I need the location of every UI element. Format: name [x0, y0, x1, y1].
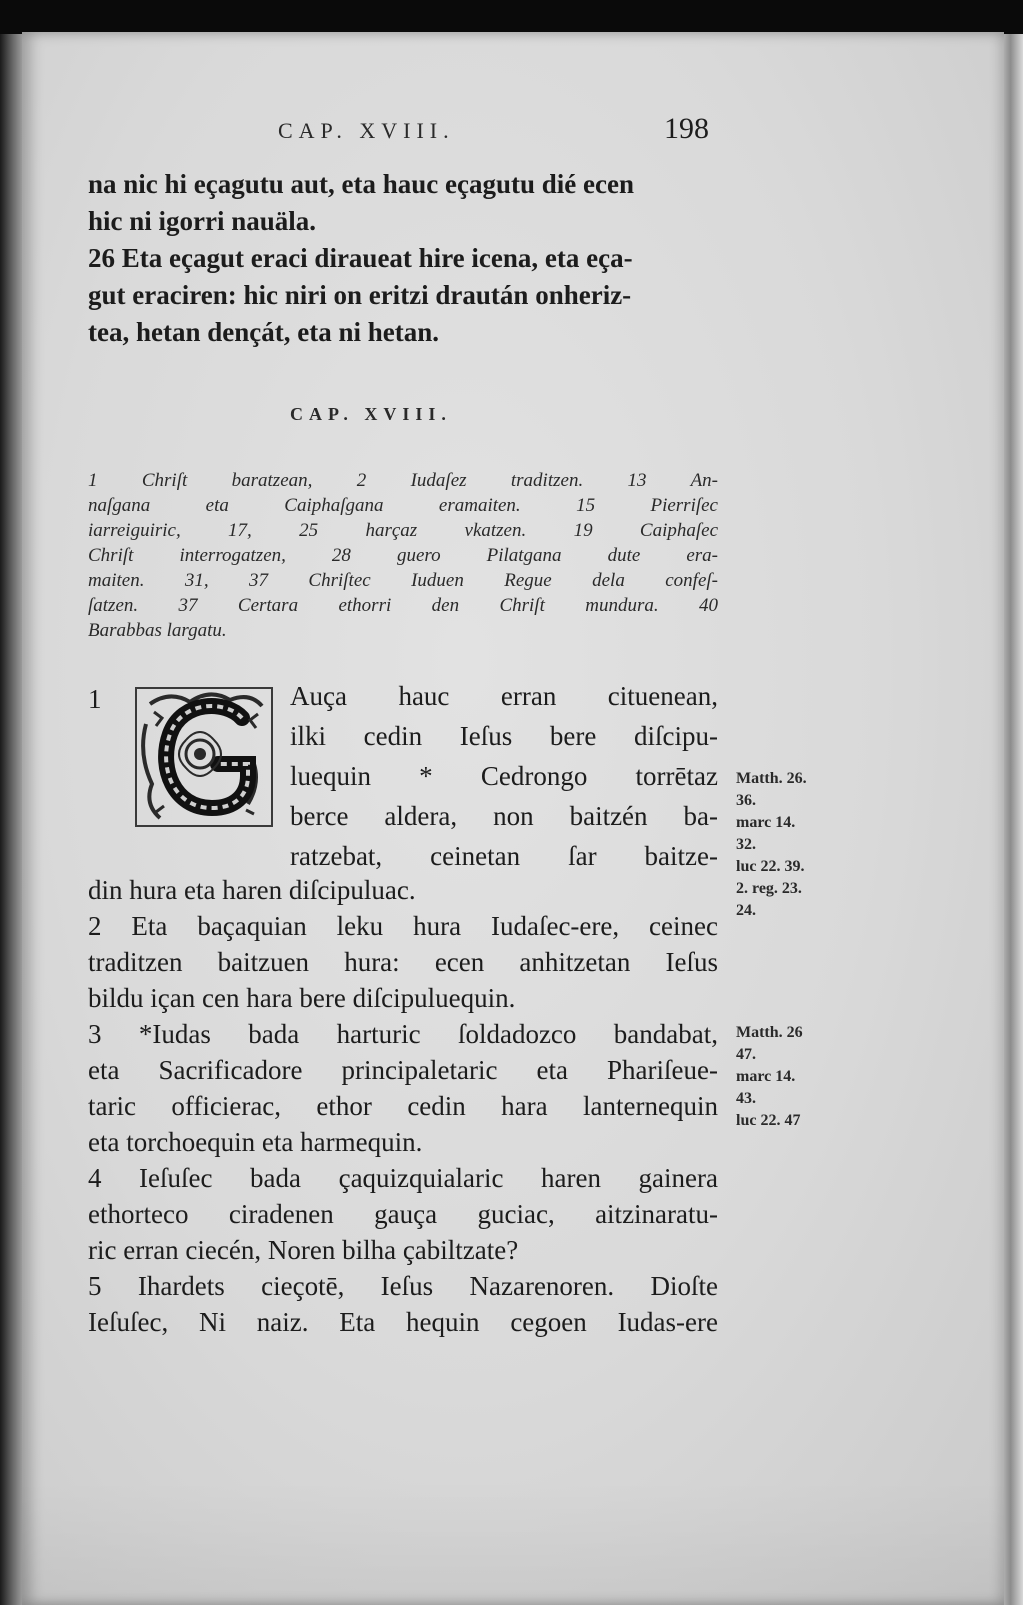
page-shade: [22, 1480, 1004, 1605]
text-line: 2 Eta baçaquian leku hura Iudaſec-ere, ceinec: [88, 911, 718, 941]
margin-line: luc 22. 47: [736, 1112, 801, 1129]
text-line: eta torchoequin eta harmequin.: [88, 1127, 423, 1157]
verse-number: 1: [88, 684, 102, 714]
text-line: ethorteco ciradenen gauça guciac, aitzinaratu-: [88, 1199, 718, 1229]
summary-line: Chriſt interrogatzen, 28 guero Pilatgana dute era-: [88, 545, 718, 566]
margin-reference-verse-3: [736, 1022, 846, 1132]
summary-line: iarreiguiric, 17, 25 harçaz vkatzen. 19 Caiphaſec: [88, 520, 718, 541]
summary-line: ſatzen. 37 Certara ethorri den Chriſt mundura. 40: [88, 595, 718, 616]
chapter-summary: [88, 468, 718, 643]
margin-line: 2. reg. 23.: [736, 880, 802, 897]
text-line: ilki cedin Ieſus bere diſcipu-: [290, 721, 718, 751]
text-line: eta Sacrificadore principaletaric eta Phariſeue-: [88, 1055, 718, 1085]
text-line: Ieſuſec, Ni naiz. Eta hequin cegoen Iudas-ere: [88, 1307, 718, 1337]
summary-line: Barabbas largatu.: [88, 620, 227, 641]
text-line: na nic hi eçagutu aut, eta hauc eçagutu dié ecen: [88, 169, 634, 199]
text-line: hic ni igorri nauäla.: [88, 206, 317, 236]
margin-line: 24.: [736, 902, 756, 919]
margin-line: 47.: [736, 1046, 756, 1063]
previous-chapter-ending: [88, 166, 718, 351]
verse-1-opening: [290, 676, 718, 876]
text-line: 26 Eta eçagut eraci diraueat hire icena, eta eça-: [88, 243, 633, 273]
margin-line: Matth. 26.: [736, 770, 807, 787]
margin-reference-verse-1: [736, 768, 846, 922]
scan-background-top: [0, 0, 1023, 34]
page-fore-edge: [1002, 34, 1023, 1605]
text-line: ratzebat, ceinetan ſar baitze-: [290, 841, 718, 871]
text-line: 3 *Iudas bada harturic ſoldadozco bandabat,: [88, 1019, 718, 1049]
text-line: luequin * Cedrongo torrētaz: [290, 761, 718, 791]
text-line: tea, hetan dençát, eta ni hetan.: [88, 317, 439, 347]
margin-line: Matth. 26: [736, 1024, 803, 1041]
text-line: Auça hauc erran cituenean,: [290, 681, 718, 711]
main-text: [88, 872, 718, 1340]
text-line: 5 Ihardets cieçotē, Ieſus Nazarenoren. Dioſte: [88, 1271, 718, 1301]
summary-line: 1 Chriſt baratzean, 2 Iudaſez traditzen. 13 An-: [88, 470, 718, 491]
margin-line: marc 14.: [736, 1068, 796, 1085]
ornamental-initial-g: [130, 684, 278, 830]
text-line: traditzen baitzuen hura: ecen anhitzetan Ieſus: [88, 947, 718, 977]
running-head: CAP. XVIII.: [278, 118, 455, 143]
margin-line: 43.: [736, 1090, 756, 1107]
text-line: 4 Ieſuſec bada çaquizquialaric haren gainera: [88, 1163, 718, 1193]
text-line: berce aldera, non baitzén ba-: [290, 801, 718, 831]
margin-line: marc 14.: [736, 814, 796, 831]
page-number: 198: [664, 112, 709, 145]
text-line: taric officierac, ethor cedin hara lanternequin: [88, 1091, 718, 1121]
margin-line: 36.: [736, 792, 756, 809]
summary-line: naſgana eta Caiphaſgana eramaiten. 15 Pierriſec: [88, 495, 718, 516]
margin-line: 32.: [736, 836, 756, 853]
text-line: ric erran ciecén, Noren bilha çabiltzate?: [88, 1235, 519, 1265]
facing-page-edge: [0, 34, 22, 1605]
text-line: din hura eta haren diſcipuluac.: [88, 875, 416, 905]
text-line: bildu içan cen hara bere diſcipuluequin.: [88, 983, 516, 1013]
chapter-heading: CAP. XVIII.: [290, 404, 452, 424]
text-line: gut eraciren: hic niri on eritzi draután onheriz-: [88, 280, 632, 310]
margin-line: luc 22. 39.: [736, 858, 805, 875]
summary-line: maiten. 31, 37 Chriſtec Iuduen Regue dela confeſ-: [88, 570, 718, 591]
